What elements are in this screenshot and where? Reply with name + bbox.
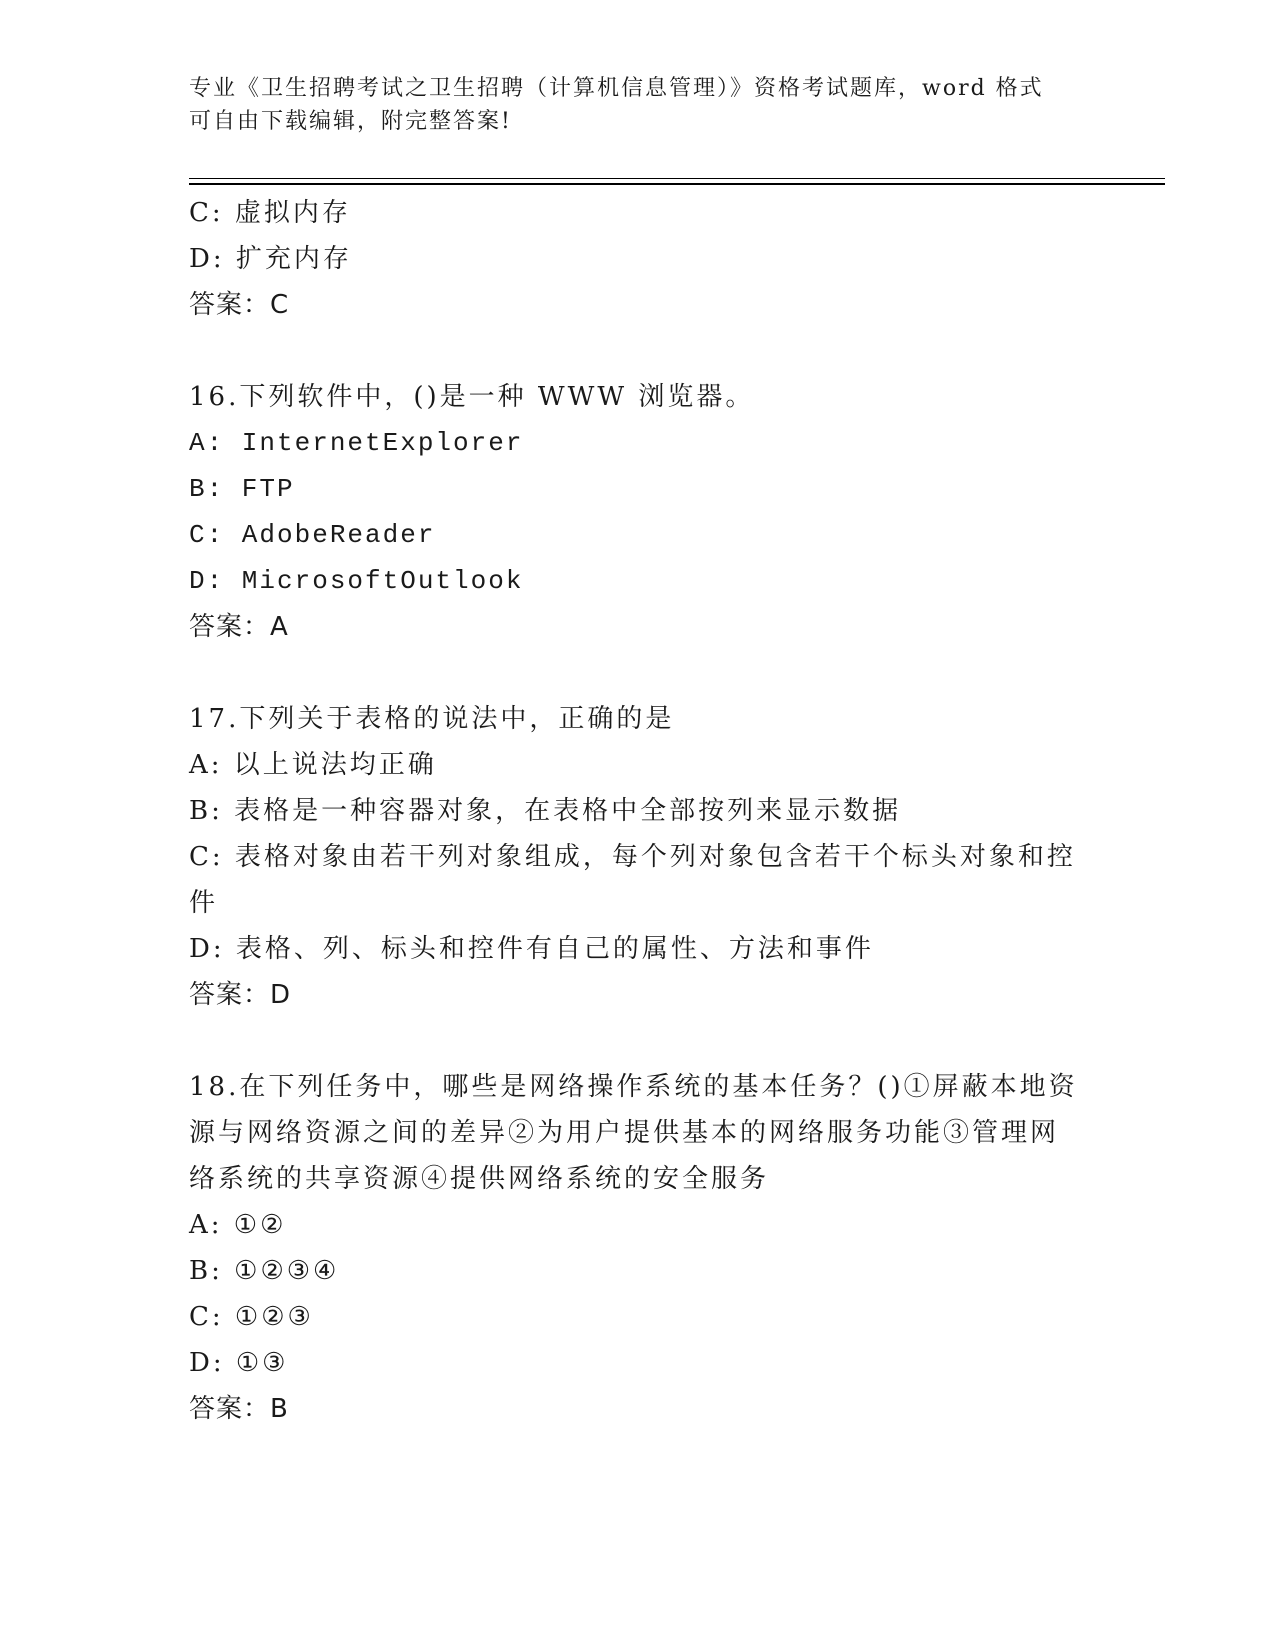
question-text-line-2: 源与网络资源之间的差异②为用户提供基本的网络服务功能③管理网: [189, 1118, 1060, 1148]
option-a: A: InternetExplorer: [189, 428, 524, 458]
question-block-18: [189, 1064, 1089, 1432]
spacer: [189, 328, 1089, 374]
answer-line: 答案：A: [189, 612, 289, 642]
option-b: B: ①②③④: [189, 1256, 340, 1286]
option-c: C: 表格对象由若干列对象组成，每个列对象包含若干个标头对象和控: [189, 842, 1076, 872]
option-d: D: MicrosoftOutlook: [189, 566, 524, 596]
option-a: A: 以上说法均正确: [189, 750, 437, 780]
option-c: C: AdobeReader: [189, 520, 436, 550]
option-b: B: 表格是一种容器对象，在表格中全部按列来显示数据: [189, 796, 902, 826]
option-d: D: 扩充内存: [189, 244, 352, 274]
answer-line: 答案：B: [189, 1394, 289, 1424]
question-text-line-1: 18.在下列任务中，哪些是网络操作系统的基本任务？()①屏蔽本地资: [189, 1072, 1078, 1102]
question-block-16: [189, 374, 1089, 650]
question-text-line-3: 络系统的共享资源④提供网络系统的安全服务: [189, 1164, 770, 1194]
document-body: [189, 190, 1089, 1432]
header-divider-top: [189, 178, 1165, 179]
question-block-17: [189, 696, 1089, 1018]
header-divider-bottom: [189, 183, 1165, 185]
document-header: [189, 72, 1089, 138]
question-block-15: [189, 190, 1089, 328]
answer-line: 答案：D: [189, 980, 292, 1010]
option-d: D: ①③: [189, 1348, 289, 1378]
option-c: C: 虚拟内存: [189, 198, 351, 228]
question-text: 16.下列软件中，()是一种 WWW 浏览器。: [189, 382, 755, 412]
option-b: B: FTP: [189, 474, 295, 504]
spacer: [189, 650, 1089, 696]
option-a: A: ①②: [189, 1210, 287, 1240]
header-line-2: 可自由下载编辑，附完整答案!: [189, 109, 512, 134]
option-c-continued: 件: [189, 888, 219, 918]
option-c: C: ①②③: [189, 1302, 314, 1332]
header-line-1: 专业《卫生招聘考试之卫生招聘（计算机信息管理）》资格考试题库，word 格式: [189, 76, 1044, 101]
question-text: 17.下列关于表格的说法中，正确的是: [189, 704, 675, 734]
answer-line: 答案：C: [189, 290, 290, 320]
option-d: D: 表格、列、标头和控件有自己的属性、方法和事件: [189, 934, 874, 964]
spacer: [189, 1018, 1089, 1064]
